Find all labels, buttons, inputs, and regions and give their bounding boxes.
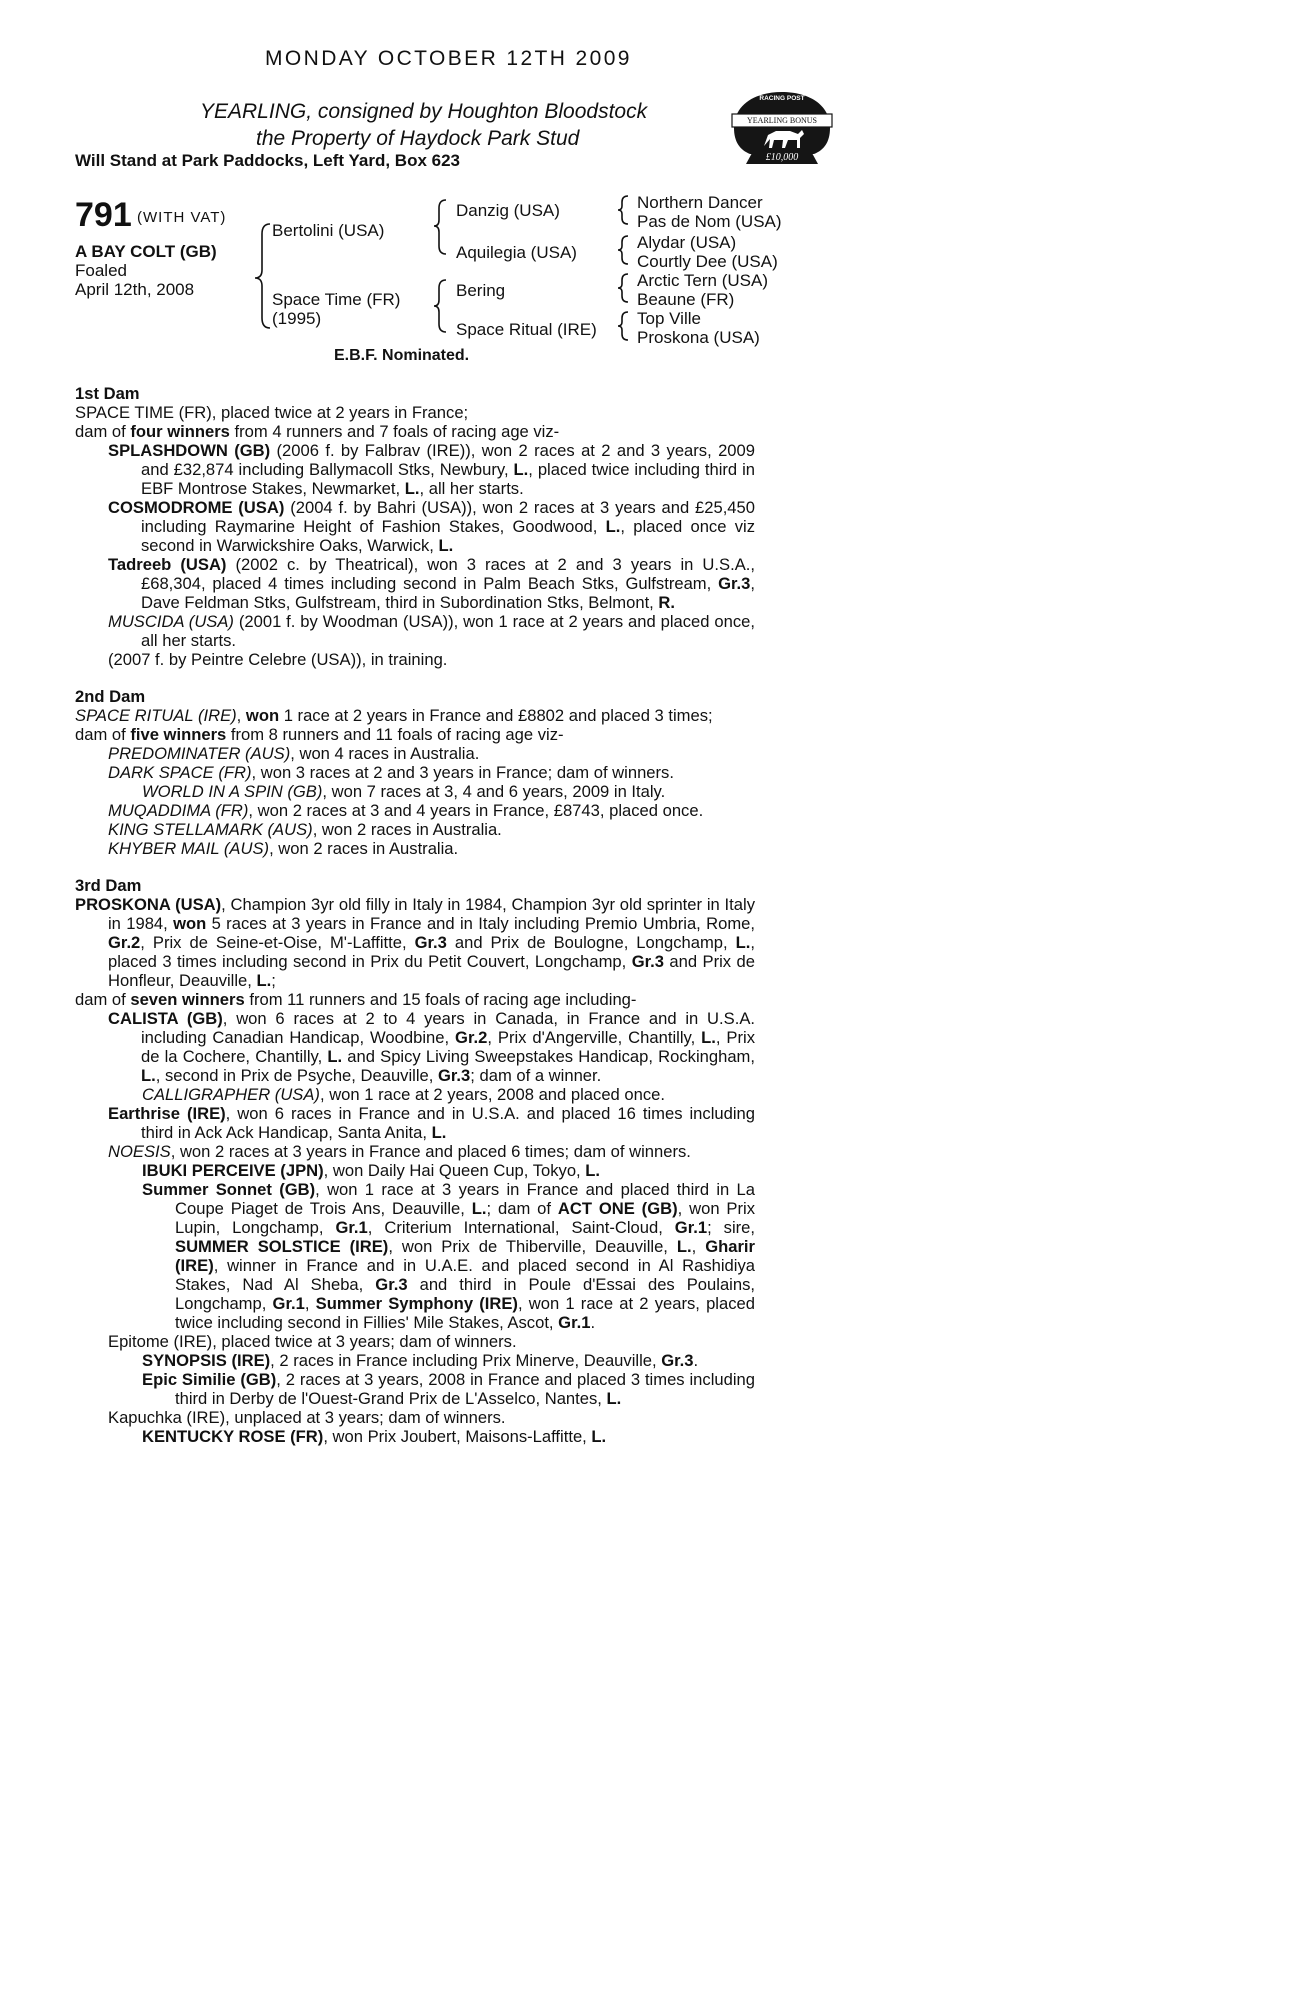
produce-muqaddima: MUQADDIMA (FR), won 2 races at 3 and 4 years in France, £8743, placed once. [108,801,704,820]
pedigree-sire-sire: Danzig (USA) [456,201,560,220]
lot-number: 791 [75,196,132,234]
produce-noesis: NOESIS, won 2 races at 3 years in France and placed 6 times; dam of winners. [108,1142,691,1161]
produce-tadreeb: Tadreeb (USA) (2002 c. by Theatrical), won 3 races at 2 and 3 years in U.S.A., £68,304, placed 4 times including second in Palm Beach Stks, Gulfstream, Gr.3, Dave Feldman Stks, Gulfstream, third in Subordination Stks, Belmont, R. [108,555,755,612]
second-dam-line: SPACE RITUAL (IRE), won 1 race at 2 years in France and £8802 and placed 3 times; [75,706,713,725]
first-dam-line: SPACE TIME (FR), placed twice at 2 years in France; [75,403,469,422]
produce-ibuki-perceive: IBUKI PERCEIVE (JPN), won Daily Hai Queen Cup, Tokyo, L. [142,1161,601,1180]
vat-note: (WITH VAT) [137,209,227,226]
produce-khyber-mail: KHYBER MAIL (AUS), won 2 races in Australia. [108,839,459,858]
pedigree-g8: Proskona (USA) [637,328,760,347]
badge-amount: £10,000 [765,152,799,163]
pedigree-sire-dam: Aquilegia (USA) [456,243,577,262]
third-dam-proskona: PROSKONA (USA), Champion 3yr old filly in Italy in 1984, Champion 3yr old sprinter in Italy in 1984, won 5 races at 3 years in France and in Italy including Premio Umbria, Rome, Gr.2, Prix de Seine-et-Oise, M'-Laffitte, Gr.3 and Prix de Boulogne, Longchamp, L., placed 3 times including second in Prix du Petit Couvert, Longchamp, Gr.3 and Prix de Honfleur, Deauville, L.; [75,895,755,990]
foaled-label: Foaled [75,261,127,280]
produce-cosmodrome: COSMODROME (USA) (2004 f. by Bahri (USA)), won 2 races at 3 years and £25,450 including Raymarine Height of Fashion Stakes, Goodwood, L., placed once viz second in Warwickshire Oaks, Warwick, L. [108,498,755,555]
produce-kapuchka: Kapuchka (IRE), unplaced at 3 years; dam of winners. [108,1408,506,1427]
pedigree-dam-dam: Space Ritual (IRE) [456,320,597,339]
produce-summer-sonnet: Summer Sonnet (GB), won 1 race at 3 years in France and placed third in La Coupe Piaget de Trois Ans, Deauville, L.; dam of ACT ONE (GB), won Prix Lupin, Longchamp, Gr.1, Criterium International, Saint-Cloud, Gr.1; sire, SUMMER SOLSTICE (IRE), won Prix de Thiberville, Deauville, L., Gharir (IRE), winner in France and in U.A.E. and placed second in Al Rashidiya Stakes, Nad Al Sheba, Gr.3 and third in Poule d'Essai des Poulains, Longchamp, Gr.1, Summer Symphony (IRE), won 1 race at 2 years, placed twice including second in Fillies' Mile Stakes, Ascot, Gr.1. [142,1180,756,1332]
property-line: the Property of Haydock Park Stud [256,127,580,150]
ebf-nominated: E.B.F. Nominated. [334,347,470,364]
first-dam-heading: 1st Dam [75,384,140,403]
pedigree-g3: Alydar (USA) [637,233,737,252]
produce-dark-space: DARK SPACE (FR), won 3 races at 2 and 3 years in France; dam of winners. [108,763,674,782]
catalogue-text [75,384,755,1446]
badge-ribbon-text: YEARLING BONUS [747,116,817,125]
second-dam-produce-line: dam of five winners from 8 runners and 11 foals of racing age viz- [75,725,564,744]
produce-epitome: Epitome (IRE), placed twice at 3 years; dam of winners. [108,1332,517,1351]
pedigree-g6: Beaune (FR) [637,290,735,309]
location-line: Will Stand at Park Paddocks, Left Yard, Box 623 [75,151,460,170]
pedigree-g1: Northern Dancer [637,193,763,212]
produce-synopsis: SYNOPSIS (IRE), 2 races in France including Prix Minerve, Deauville, Gr.3. [142,1351,699,1370]
pedigree-g4: Courtly Dee (USA) [637,252,778,271]
produce-predominater: PREDOMINATER (AUS), won 4 races in Australia. [108,744,480,763]
produce-world-in-a-spin: WORLD IN A SPIN (GB), won 7 races at 3, 4 and 6 years, 2009 in Italy. [142,782,666,801]
pedigree-dam-sire: Bering [456,281,506,300]
produce-splashdown: SPLASHDOWN (GB) (2006 f. by Falbrav (IRE)), won 2 races at 2 and 3 years, 2009 and £32,874 including Ballymacoll Stks, Newbury, L., placed twice including third in EBF Montrose Stakes, Newmarket, L., all her starts. [108,441,756,498]
second-dam-heading: 2nd Dam [75,687,146,706]
third-dam-produce-line: dam of seven winners from 11 runners and 15 foals of racing age including- [75,990,637,1009]
produce-epic-similie: Epic Similie (GB), 2 races at 3 years, 2008 in France and placed 3 times including third in Derby de l'Ouest-Grand Prix de L'Asselco, Nantes, L. [142,1370,755,1408]
third-dam-heading: 3rd Dam [75,876,142,895]
pedigree-g2: Pas de Nom (USA) [637,212,782,231]
foaled-date: April 12th, 2008 [75,280,195,299]
sale-date: MONDAY OCTOBER 12TH 2009 [265,47,632,70]
produce-calista: CALISTA (GB), won 6 races at 2 to 4 years in Canada, in France and in U.S.A. including Canadian Handicap, Woodbine, Gr.2, Prix d'Angerville, Chantilly, L., Prix de la Cochere, Chantilly, L. and Spicy Living Sweepstakes Handicap, Rockingham, L., second in Prix de Psyche, Deauville, Gr.3; dam of a winner. [108,1009,756,1085]
pedigree-g7: Top Ville [637,309,701,328]
produce-earthrise: Earthrise (IRE), won 6 races in France and in U.S.A. and placed 16 times including third in Ack Ack Handicap, Santa Anita, L. [108,1104,755,1142]
produce-king-stellamark: KING STELLAMARK (AUS), won 2 races in Australia. [108,820,502,839]
first-dam-produce-line: dam of four winners from 4 runners and 7 foals of racing age viz- [75,422,560,441]
pedigree-sire: Bertolini (USA) [272,221,385,240]
produce-2007-filly: (2007 f. by Peintre Celebre (USA)), in training. [108,650,448,669]
consignor-line: YEARLING, consigned by Houghton Bloodstock [200,100,648,123]
pedigree-dam-year: (1995) [272,309,322,328]
pedigree-dam: Space Time (FR) [272,290,401,309]
produce-calligrapher: CALLIGRAPHER (USA), won 1 race at 2 years, 2008 and placed once. [142,1085,665,1104]
badge-top-text: RACING POST [759,95,805,102]
pedigree-g5: Arctic Tern (USA) [637,271,768,290]
produce-kentucky-rose: KENTUCKY ROSE (FR), won Prix Joubert, Maisons-Laffitte, L. [142,1427,607,1446]
lot-description: A BAY COLT (GB) [75,242,217,261]
produce-muscida: MUSCIDA (USA) (2001 f. by Woodman (USA)), won 1 race at 2 years and placed once, all her starts. [108,612,755,650]
